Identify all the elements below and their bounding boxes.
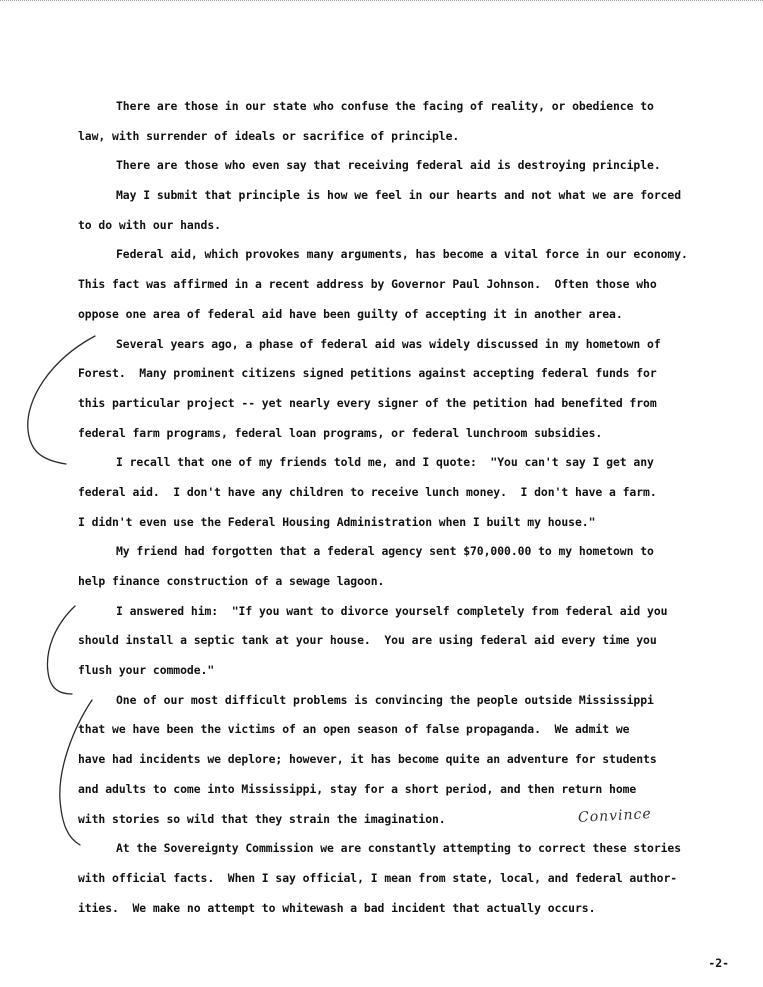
- text-line: ities. We make no attempt to whitewash a bad incident that actually occurs.: [78, 900, 596, 915]
- text-line: federal farm programs, federal loan programs, or federal lunchroom subsidies.: [78, 425, 603, 440]
- text-line: One of our most difficult problems is convincing the people outside Mississippi: [116, 692, 654, 707]
- page-top-edge: [0, 0, 763, 7]
- text-line: There are those who even say that receiving federal aid is destroying principle.: [116, 158, 661, 173]
- text-line: to do with our hands.: [78, 217, 221, 232]
- text-line: flush your commode.": [78, 663, 215, 678]
- text-line: help finance construction of a sewage lagoon.: [78, 574, 385, 588]
- text-line: I recall that one of my friends told me, and I quote: "You can't say I get any: [116, 455, 654, 470]
- text-line: I didn't even use the Federal Housing Administration when I built my house.": [78, 514, 596, 529]
- text-line: with stories so wild that they strain the imagination.: [78, 811, 446, 826]
- text-line: federal aid. I don't have any children to receive lunch money. I don't have a farm.: [78, 484, 657, 499]
- text-line: with official facts. When I say official, I mean from state, local, and federal author-: [78, 870, 678, 885]
- page-number: -2-: [708, 956, 729, 970]
- text-line: should install a septic tank at your house. You are using federal aid every time you: [78, 633, 657, 648]
- text-line: This fact was affirmed in a recent address by Governor Paul Johnson. Often those who: [78, 277, 657, 292]
- text-line: May I submit that principle is how we feel in our hearts and not what we are forced: [116, 188, 682, 203]
- handwritten-note: Convince: [577, 806, 653, 826]
- text-line: Forest. Many prominent citizens signed petitions against accepting federal funds for: [78, 366, 657, 381]
- text-line: There are those in our state who confuse the facing of reality, or obedience to: [116, 99, 654, 113]
- text-line: have had incidents we deplore; however, it has become quite an adventure for students: [78, 752, 657, 767]
- document-body: [78, 92, 746, 923]
- text-line: and adults to come into Mississippi, stay for a short period, and then return home: [78, 781, 637, 796]
- text-line: oppose one area of federal aid have been guilty of accepting it in another area.: [78, 306, 623, 321]
- text-line: At the Sovereignty Commission we are constantly attempting to correct these stories: [116, 841, 682, 856]
- text-line: this particular project -- yet nearly every signer of the petition had benefited from: [78, 395, 657, 410]
- text-line: law, with surrender of ideals or sacrifice of principle.: [78, 128, 460, 143]
- text-line: Several years ago, a phase of federal aid was widely discussed in my hometown of: [116, 336, 661, 351]
- text-line: that we have been the victims of an open season of false propaganda. We admit we: [78, 722, 630, 737]
- margin-bracket-2: [47, 606, 75, 694]
- text-line: Federal aid, which provokes many arguments, has become a vital force in our economy.: [116, 247, 688, 262]
- text-line: My friend had forgotten that a federal agency sent $70,000.00 to my hometown to: [116, 544, 654, 559]
- text-line: I answered him: "If you want to divorce yourself completely from federal aid you: [116, 603, 668, 618]
